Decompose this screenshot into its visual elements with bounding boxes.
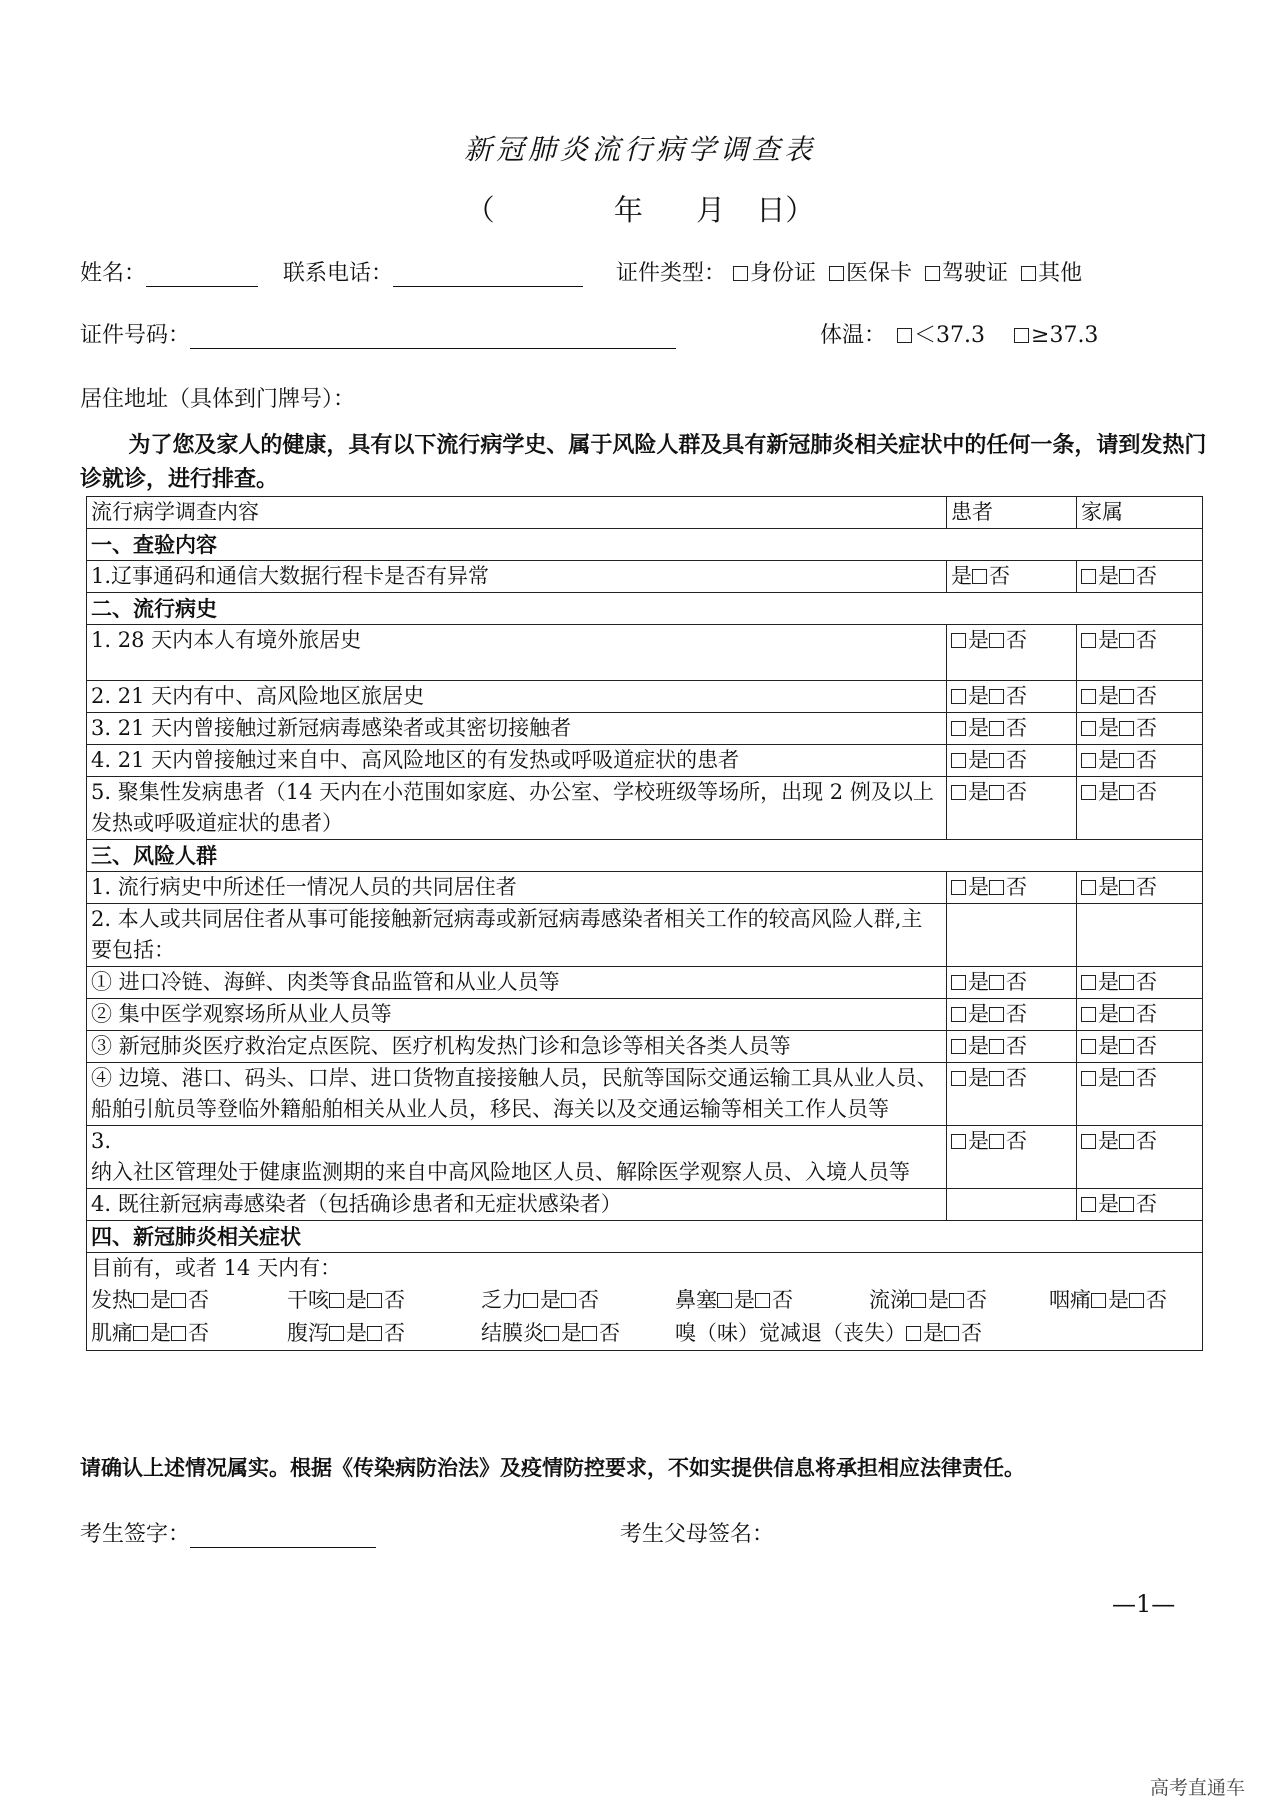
question-body: 纳入社区管理处于健康监测期的来自中高风险地区人员、解除医学观察人员、入境人员等 xyxy=(91,1160,910,1184)
table-row xyxy=(87,1189,1203,1221)
question-text: 4. 既往新冠病毒感染者（包括确诊患者和无症状感染者） xyxy=(87,1189,947,1221)
yes-label: 是 xyxy=(968,684,989,708)
no-label: 否 xyxy=(989,564,1010,588)
no-label: 否 xyxy=(1136,1066,1157,1090)
no-checkbox[interactable] xyxy=(989,753,1004,768)
yes-label: 是 xyxy=(951,564,972,588)
patient-answer xyxy=(947,967,1077,999)
table-row xyxy=(87,999,1203,1031)
no-checkbox[interactable] xyxy=(561,1293,576,1308)
yes-checkbox[interactable] xyxy=(1081,880,1096,895)
patient-answer xyxy=(947,872,1077,904)
yes-checkbox[interactable] xyxy=(1081,1134,1096,1149)
section-title: 三、风险人群 xyxy=(87,840,1203,872)
no-label: 否 xyxy=(1136,780,1157,804)
no-checkbox[interactable] xyxy=(989,689,1004,704)
yes-checkbox[interactable] xyxy=(133,1293,148,1308)
no-label: 否 xyxy=(1006,780,1027,804)
table-row xyxy=(87,1126,1203,1189)
no-checkbox[interactable] xyxy=(989,785,1004,800)
date-year: 年 xyxy=(613,193,643,227)
no-checkbox[interactable] xyxy=(1119,785,1134,800)
symptom-item xyxy=(869,1284,1049,1317)
form-title: 新冠肺炎流行病学调查表 xyxy=(463,133,816,166)
symptom-item xyxy=(1049,1284,1189,1317)
symptom-label: 发热 xyxy=(91,1288,133,1312)
id-type-option: 医保卡 xyxy=(846,261,913,286)
no-label: 否 xyxy=(1136,875,1157,899)
id-type-label: 证件类型： xyxy=(616,261,727,286)
yes-checkbox[interactable] xyxy=(951,785,966,800)
date-open: （ xyxy=(465,193,495,227)
section-title: 二、流行病史 xyxy=(87,593,1203,625)
date-month: 月 xyxy=(696,193,726,227)
yes-checkbox[interactable] xyxy=(1081,721,1096,736)
id-type-checkbox[interactable] xyxy=(1021,266,1036,281)
student-signature-field[interactable] xyxy=(190,1525,376,1548)
yes-label: 是 xyxy=(1098,1002,1119,1026)
yes-label: 是 xyxy=(1108,1288,1129,1312)
yes-checkbox[interactable] xyxy=(1081,753,1096,768)
no-label: 否 xyxy=(1136,748,1157,772)
table-header-row xyxy=(87,497,1203,529)
no-checkbox[interactable] xyxy=(1119,1071,1134,1086)
yes-checkbox[interactable] xyxy=(951,753,966,768)
yes-checkbox[interactable] xyxy=(329,1293,344,1308)
yes-checkbox[interactable] xyxy=(951,880,966,895)
patient-answer xyxy=(947,1126,1077,1189)
no-label: 否 xyxy=(1006,875,1027,899)
parent-signature-label: 考生父母签名： xyxy=(620,1522,775,1547)
no-checkbox[interactable] xyxy=(1119,1197,1134,1212)
question-text: 5. 聚集性发病患者（14 天内在小范围如家庭、办公室、学校班级等场所，出现 2 例及以上发热或呼吸道症状的患者） xyxy=(87,777,947,840)
no-label: 否 xyxy=(578,1288,599,1312)
student-signature-row xyxy=(80,1517,376,1548)
yes-label: 是 xyxy=(968,1066,989,1090)
no-label: 否 xyxy=(1006,748,1027,772)
no-checkbox[interactable] xyxy=(1119,1134,1134,1149)
yes-label: 是 xyxy=(734,1288,755,1312)
watermark: 高考直通车 xyxy=(1150,1777,1246,1799)
id-type-option: 身份证 xyxy=(750,261,817,286)
patient-answer xyxy=(947,1063,1077,1126)
yes-label: 是 xyxy=(968,1129,989,1153)
yes-label: 是 xyxy=(1098,748,1119,772)
patient-answer-empty xyxy=(947,1189,1077,1221)
family-answer xyxy=(1077,625,1203,681)
symptom-item xyxy=(287,1284,481,1317)
header-family: 家属 xyxy=(1077,497,1203,529)
table-row xyxy=(87,904,1203,967)
symptom-label: 肌痛 xyxy=(91,1321,133,1345)
table-row xyxy=(87,777,1203,840)
question-text xyxy=(87,1126,947,1189)
no-checkbox[interactable] xyxy=(949,1293,964,1308)
yes-label: 是 xyxy=(1098,716,1119,740)
header-patient: 患者 xyxy=(947,497,1077,529)
section-row xyxy=(87,529,1203,561)
family-answer xyxy=(1077,967,1203,999)
patient-answer xyxy=(947,625,1077,681)
no-checkbox[interactable] xyxy=(582,1326,597,1341)
no-label: 否 xyxy=(1136,1002,1157,1026)
yes-label: 是 xyxy=(150,1288,171,1312)
temperature-checkbox[interactable] xyxy=(897,328,912,343)
symptom-label: 鼻塞 xyxy=(675,1288,717,1312)
phone-row xyxy=(283,256,583,287)
family-answer xyxy=(1077,745,1203,777)
family-answer xyxy=(1077,561,1203,593)
id-number-field[interactable] xyxy=(190,326,676,349)
family-answer xyxy=(1077,1126,1203,1189)
yes-label: 是 xyxy=(1098,564,1119,588)
no-checkbox[interactable] xyxy=(989,975,1004,990)
name-row xyxy=(80,256,258,287)
no-label: 否 xyxy=(1136,716,1157,740)
no-checkbox[interactable] xyxy=(1119,569,1134,584)
question-number: 3. xyxy=(91,1129,112,1153)
symptom-label: 干咳 xyxy=(287,1288,329,1312)
patient-answer xyxy=(947,561,1077,593)
address-label: 居住地址（具体到门牌号）： xyxy=(80,387,356,412)
no-label: 否 xyxy=(1006,628,1027,652)
no-label: 否 xyxy=(1136,628,1157,652)
question-text: 2. 本人或共同居住者从事可能接触新冠病毒或新冠病毒感染者相关工作的较高风险人群,主要包括： xyxy=(87,904,947,967)
question-text: 1. 28 天内本人有境外旅居史 xyxy=(87,625,947,681)
question-text: 2. 21 天内有中、高风险地区旅居史 xyxy=(87,681,947,713)
id-type-checkbox[interactable] xyxy=(925,266,940,281)
yes-label: 是 xyxy=(968,970,989,994)
question-text: 1.辽事通码和通信大数据行程卡是否有异常 xyxy=(87,561,947,593)
yes-label: 是 xyxy=(1098,1034,1119,1058)
yes-checkbox[interactable] xyxy=(951,721,966,736)
symptom-label: 咽痛 xyxy=(1049,1288,1091,1312)
id-type-option: 其他 xyxy=(1038,261,1083,286)
family-answer xyxy=(1077,713,1203,745)
yes-label: 是 xyxy=(968,875,989,899)
yes-label: 是 xyxy=(968,628,989,652)
no-label: 否 xyxy=(772,1288,793,1312)
table-row xyxy=(87,625,1203,681)
no-label: 否 xyxy=(599,1321,620,1345)
temperature-label: 体温： xyxy=(820,323,887,348)
symptom-label: 流涕 xyxy=(869,1288,911,1312)
yes-checkbox[interactable] xyxy=(133,1326,148,1341)
yes-checkbox[interactable] xyxy=(1081,1071,1096,1086)
no-checkbox[interactable] xyxy=(1119,633,1134,648)
symptom-label: 嗅（味）觉减退（丧失） xyxy=(675,1321,906,1345)
patient-answer xyxy=(947,777,1077,840)
yes-label: 是 xyxy=(150,1321,171,1345)
no-label: 否 xyxy=(1006,1129,1027,1153)
phone-field[interactable] xyxy=(393,264,583,287)
intro-text: 为了您及家人的健康，具有以下流行病学史、属于风险人群及具有新冠肺炎相关症状中的任何一条，请到发热门诊就诊，进行排查。 xyxy=(80,432,1207,492)
patient-answer xyxy=(947,713,1077,745)
table-row xyxy=(87,713,1203,745)
no-checkbox[interactable] xyxy=(1119,721,1134,736)
yes-checkbox[interactable] xyxy=(951,1007,966,1022)
no-checkbox[interactable] xyxy=(944,1326,959,1341)
temperature-checkbox[interactable] xyxy=(1014,328,1029,343)
symptom-item xyxy=(91,1284,287,1317)
header-content: 流行病学调查内容 xyxy=(87,497,947,529)
no-checkbox[interactable] xyxy=(171,1293,186,1308)
family-answer xyxy=(1077,1063,1203,1126)
yes-label: 是 xyxy=(1098,1129,1119,1153)
no-checkbox[interactable] xyxy=(1129,1293,1144,1308)
question-text: ② 集中医学观察场所从业人员等 xyxy=(87,999,947,1031)
section-row xyxy=(87,840,1203,872)
yes-checkbox[interactable] xyxy=(951,1071,966,1086)
question-text: ④ 边境、港口、码头、口岸、进口货物直接接触人员，民航等国际交通运输工具从业人员、船舶引航员等登临外籍船舶相关从业人员，移民、海关以及交通运输等相关工作人员等 xyxy=(87,1063,947,1126)
patient-answer xyxy=(947,745,1077,777)
yes-checkbox[interactable] xyxy=(911,1293,926,1308)
yes-checkbox[interactable] xyxy=(1081,785,1096,800)
no-label: 否 xyxy=(1006,1034,1027,1058)
no-label: 否 xyxy=(1146,1288,1167,1312)
temperature-option: ＜37.3 xyxy=(914,323,986,348)
patient-answer xyxy=(947,1031,1077,1063)
table-row xyxy=(87,561,1203,593)
yes-label: 是 xyxy=(540,1288,561,1312)
yes-checkbox[interactable] xyxy=(1081,1007,1096,1022)
yes-label: 是 xyxy=(561,1321,582,1345)
symptoms-row xyxy=(87,1253,1203,1351)
yes-label: 是 xyxy=(968,780,989,804)
symptoms-intro: 目前有，或者 14 天内有： xyxy=(91,1256,342,1280)
no-label: 否 xyxy=(1006,716,1027,740)
yes-label: 是 xyxy=(1098,684,1119,708)
no-label: 否 xyxy=(1136,684,1157,708)
yes-checkbox[interactable] xyxy=(544,1326,559,1341)
no-label: 否 xyxy=(1006,1066,1027,1090)
question-text: ① 进口冷链、海鲜、肉类等食品监管和从业人员等 xyxy=(87,967,947,999)
no-label: 否 xyxy=(188,1288,209,1312)
no-checkbox[interactable] xyxy=(1119,975,1134,990)
no-checkbox[interactable] xyxy=(367,1326,382,1341)
no-checkbox[interactable] xyxy=(989,1039,1004,1054)
section-row xyxy=(87,593,1203,625)
yes-checkbox[interactable] xyxy=(1091,1293,1106,1308)
date-day: 日） xyxy=(756,193,815,227)
no-checkbox[interactable] xyxy=(989,880,1004,895)
yes-checkbox[interactable] xyxy=(906,1326,921,1341)
symptom-label: 结膜炎 xyxy=(481,1321,544,1345)
no-checkbox[interactable] xyxy=(755,1293,770,1308)
symptom-item xyxy=(287,1317,481,1350)
no-checkbox[interactable] xyxy=(171,1326,186,1341)
patient-answer-empty xyxy=(947,904,1077,967)
id-type-option: 驾驶证 xyxy=(942,261,1009,286)
yes-checkbox[interactable] xyxy=(951,975,966,990)
yes-checkbox[interactable] xyxy=(951,1039,966,1054)
family-answer xyxy=(1077,1031,1203,1063)
temperature-row xyxy=(820,318,1098,349)
yes-label: 是 xyxy=(968,1034,989,1058)
table-row xyxy=(87,745,1203,777)
yes-label: 是 xyxy=(923,1321,944,1345)
survey-table xyxy=(86,496,1203,1351)
yes-checkbox[interactable] xyxy=(523,1293,538,1308)
no-label: 否 xyxy=(1136,1034,1157,1058)
no-label: 否 xyxy=(384,1321,405,1345)
family-answer xyxy=(1077,1189,1203,1221)
no-checkbox[interactable] xyxy=(1119,689,1134,704)
yes-label: 是 xyxy=(1098,780,1119,804)
yes-label: 是 xyxy=(968,1002,989,1026)
no-checkbox[interactable] xyxy=(989,721,1004,736)
no-label: 否 xyxy=(1136,1192,1157,1216)
temperature-option: ≥37.3 xyxy=(1031,323,1099,348)
no-checkbox[interactable] xyxy=(1119,753,1134,768)
patient-answer xyxy=(947,999,1077,1031)
no-label: 否 xyxy=(966,1288,987,1312)
patient-answer xyxy=(947,681,1077,713)
id-number-label: 证件号码： xyxy=(80,323,191,348)
yes-checkbox[interactable] xyxy=(1081,1197,1096,1212)
yes-label: 是 xyxy=(1098,628,1119,652)
family-answer xyxy=(1077,872,1203,904)
family-answer xyxy=(1077,681,1203,713)
no-label: 否 xyxy=(1136,564,1157,588)
confirm-statement: 请确认上述情况属实。根据《传染病防治法》及疫情防控要求，不如实提供信息将承担相应法律责任。 xyxy=(80,1455,1025,1480)
yes-checkbox[interactable] xyxy=(1081,689,1096,704)
no-label: 否 xyxy=(1136,970,1157,994)
symptom-item xyxy=(675,1284,869,1317)
no-checkbox[interactable] xyxy=(972,569,987,584)
id-type-checkbox[interactable] xyxy=(733,266,748,281)
yes-label: 是 xyxy=(346,1288,367,1312)
name-label: 姓名： xyxy=(80,261,147,286)
yes-checkbox[interactable] xyxy=(717,1293,732,1308)
yes-label: 是 xyxy=(1098,970,1119,994)
no-checkbox[interactable] xyxy=(989,1007,1004,1022)
family-answer xyxy=(1077,999,1203,1031)
no-label: 否 xyxy=(1006,970,1027,994)
yes-label: 是 xyxy=(346,1321,367,1345)
no-checkbox[interactable] xyxy=(989,1134,1004,1149)
date-line xyxy=(0,188,1280,229)
no-checkbox[interactable] xyxy=(1119,880,1134,895)
yes-checkbox[interactable] xyxy=(1081,633,1096,648)
yes-label: 是 xyxy=(1098,1192,1119,1216)
question-text: 1. 流行病史中所述任一情况人员的共同居住者 xyxy=(87,872,947,904)
question-text: 3. 21 天内曾接触过新冠病毒感染者或其密切接触者 xyxy=(87,713,947,745)
name-field[interactable] xyxy=(146,264,258,287)
symptom-item xyxy=(481,1284,675,1317)
no-checkbox[interactable] xyxy=(1119,1007,1134,1022)
yes-checkbox[interactable] xyxy=(951,633,966,648)
no-checkbox[interactable] xyxy=(989,1071,1004,1086)
yes-checkbox[interactable] xyxy=(329,1326,344,1341)
symptom-item xyxy=(675,1317,1075,1350)
no-label: 否 xyxy=(188,1321,209,1345)
symptoms-line-2 xyxy=(91,1317,1198,1350)
no-label: 否 xyxy=(384,1288,405,1312)
symptom-label: 腹泻 xyxy=(287,1321,329,1345)
id-type-checkbox[interactable] xyxy=(829,266,844,281)
no-checkbox[interactable] xyxy=(1119,1039,1134,1054)
question-text: ③ 新冠肺炎医疗救治定点医院、医疗机构发热门诊和急诊等相关各类人员等 xyxy=(87,1031,947,1063)
table-row xyxy=(87,1063,1203,1126)
question-text: 4. 21 天内曾接触过来自中、高风险地区的有发热或呼吸道症状的患者 xyxy=(87,745,947,777)
id-type-row xyxy=(616,256,1082,287)
no-label: 否 xyxy=(1006,1002,1027,1026)
no-checkbox[interactable] xyxy=(367,1293,382,1308)
yes-checkbox[interactable] xyxy=(1081,975,1096,990)
no-label: 否 xyxy=(1136,1129,1157,1153)
symptoms-cell xyxy=(87,1253,1203,1351)
no-label: 否 xyxy=(1006,684,1027,708)
id-number-row xyxy=(80,318,676,349)
table-row xyxy=(87,872,1203,904)
section-title: 一、查验内容 xyxy=(87,529,1203,561)
student-signature-label: 考生签字： xyxy=(80,1522,191,1547)
yes-checkbox[interactable] xyxy=(1081,1039,1096,1054)
section-title: 四、新冠肺炎相关症状 xyxy=(87,1221,1203,1253)
no-label: 否 xyxy=(961,1321,982,1345)
page-number: —1— xyxy=(1112,1590,1176,1618)
yes-checkbox[interactable] xyxy=(951,689,966,704)
section-row xyxy=(87,1221,1203,1253)
yes-label: 是 xyxy=(968,748,989,772)
family-answer-empty xyxy=(1077,904,1203,967)
table-row xyxy=(87,967,1203,999)
symptom-label: 乏力 xyxy=(481,1288,523,1312)
phone-label: 联系电话： xyxy=(283,261,394,286)
symptom-item xyxy=(481,1317,675,1350)
symptoms-line-1 xyxy=(91,1284,1198,1317)
yes-label: 是 xyxy=(928,1288,949,1312)
yes-checkbox[interactable] xyxy=(1081,569,1096,584)
yes-checkbox[interactable] xyxy=(951,1134,966,1149)
symptom-item xyxy=(91,1317,287,1350)
family-answer xyxy=(1077,777,1203,840)
yes-label: 是 xyxy=(968,716,989,740)
table-row xyxy=(87,681,1203,713)
no-checkbox[interactable] xyxy=(989,633,1004,648)
table-row xyxy=(87,1031,1203,1063)
yes-label: 是 xyxy=(1098,1066,1119,1090)
yes-label: 是 xyxy=(1098,875,1119,899)
